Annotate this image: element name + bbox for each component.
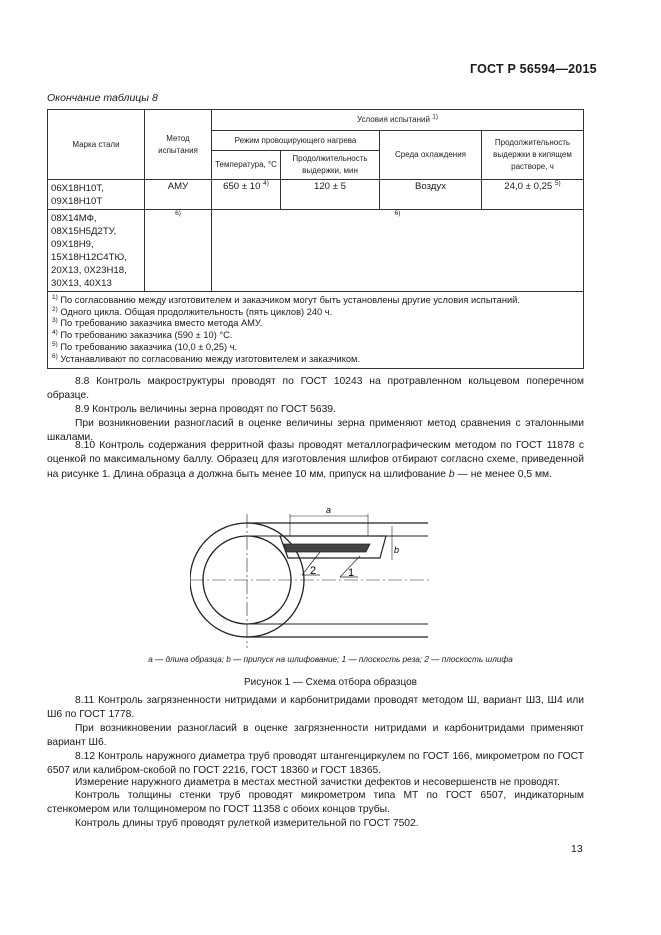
grade-item: 09Х18Н10Т — [51, 196, 103, 207]
row2-grades — [48, 210, 145, 292]
header-heating-duration: Продолжительность выдержки, мин — [281, 151, 380, 180]
paragraph-8-11b: При возникновении разногласий в оценке загрязненности нитридами и карбонитридами применяют вариант Ш6. — [47, 723, 584, 749]
paragraph-8-11: 8.11 Контроль загрязненности нитридами и карбонитридами проводят методом Ш, вариант Ш3, Ш4 или Ш6 по ГОСТ 1778. — [47, 695, 584, 721]
paragraph-8-10: 8.10 Контроль содержания ферритной фазы проводят металлографическим методом по ГОСТ 11878 с оценкой по максимальному баллу. Образец для изготовления шлифов отбирают согласно схеме, приведенной на рисунке 1. Длина образца a должна быть менее 10 мм, припуск на шлифование b — не менее 0,5 мм. — [47, 440, 584, 480]
footnote: $^{6)}$ Устанавливают по согласованию между изготовителем и заказчиком. — [52, 352, 361, 364]
sampling-scheme-figure — [190, 500, 430, 650]
grade-item: 08Х15Н5Д2ТУ, — [51, 226, 117, 237]
row1-method: АМУ — [145, 180, 212, 210]
footnote: $^{2)}$ Одного цикла. Общая продолжительность (пять циклов) 240 ч. — [52, 305, 333, 317]
label-1: 1 — [348, 567, 355, 579]
header-temperature: Температура, °С — [212, 151, 281, 180]
grade-item: 08Х14МФ, — [51, 213, 97, 224]
header-solution-duration: Продолжительность выдержки в кипящем растворе, ч — [482, 131, 584, 180]
paragraph-8-12c: Контроль толщины стенки труб проводят микрометром типа МТ по ГОСТ 6507, индикаторным стенкомером или толщиномером по ГОСТ 11358 с обоих концов трубы. — [47, 790, 584, 816]
figure-title: Рисунок 1 — Схема отбора образцов — [244, 677, 417, 688]
header-heating-mode: Режим провоцирующего нагрева — [212, 131, 380, 151]
paragraph-8-12d: Контроль длины труб проводят рулеткой измерительной по ГОСТ 7502. — [75, 818, 419, 829]
paragraph-8-9: 8.9 Контроль величины зерна проводят по ГОСТ 5639. — [75, 404, 336, 415]
paragraph-8-8: 8.8 Контроль макроструктуры проводят по ГОСТ 10243 на протравленном кольцевом поперечном образце. — [47, 376, 584, 402]
row1-heating-duration: 120 ± 5 — [281, 180, 380, 210]
paragraph-8-12: 8.12 Контроль наружного диаметра труб проводят штангенциркулем по ГОСТ 166, микрометром по ГОСТ 6507 или калибром-скобой по ГОСТ 2216, ГОСТ 18360 и ГОСТ 18365. — [47, 751, 584, 777]
footnote: $^{5)}$ По требованию заказчика (10,0 ± 0,25) ч. — [52, 340, 238, 352]
table-footnotes — [48, 292, 584, 369]
row2-conditions-note: 6) — [212, 210, 584, 292]
footnote: $^{4)}$ По требованию заказчика (590 ± 10) °С. — [52, 329, 233, 341]
page-number: 13 — [571, 843, 583, 855]
footnote: $^{1)}$ По согласованию между изготовителем и заказчиком могут быть установлены другие условия испытаний. — [52, 293, 520, 305]
test-conditions-table — [47, 109, 584, 369]
row1-solution-duration: 24,0 ± 0,25 $^{5)}$ — [482, 180, 584, 210]
row1-cooling: Воздух — [380, 180, 482, 210]
header-conditions: Условия испытаний $^{1)}$ — [212, 110, 584, 131]
row1-grades — [48, 180, 145, 210]
footnote: $^{3)}$ По требованию заказчика вместо метода АМУ. — [52, 317, 263, 329]
paragraph-8-12b: Измерение наружного диаметра в местах местной зачистки дефектов и несовершенств не проводят. — [75, 777, 560, 788]
table-caption: Окончание таблицы 8 — [47, 92, 158, 104]
label-2: 2 — [310, 565, 317, 577]
header-method: Метод испытания — [145, 110, 212, 180]
grade-item: 20Х13, 0Х23Н18, — [51, 265, 127, 276]
row1-temperature: 650 ± 10 $^{4)}$ — [212, 180, 281, 210]
paragraph-8-9b: При возникновении разногласий в оценке величины зерна применяют метод сравнения с эталонными шкалами. — [47, 418, 584, 444]
header-steel-grade: Марка стали — [48, 110, 145, 180]
grade-item: 09Х18Н9, — [51, 239, 94, 250]
grade-item: 15Х18Н12С4ТЮ, — [51, 252, 127, 263]
grade-item: 06Х18Н10Т, — [51, 183, 104, 194]
label-b: b — [394, 545, 400, 555]
label-a: a — [326, 505, 332, 515]
grade-item: 30Х13, 40Х13 — [51, 278, 112, 289]
document-code: ГОСТ Р 56594—2015 — [470, 62, 597, 76]
figure-legend: a — длина образца; b — припуск на шлифование; 1 — плоскость реза; 2 — плоскость шлифа — [148, 655, 513, 664]
header-cooling: Среда охлаждения — [380, 131, 482, 180]
row2-method-note: 6) — [145, 210, 212, 292]
